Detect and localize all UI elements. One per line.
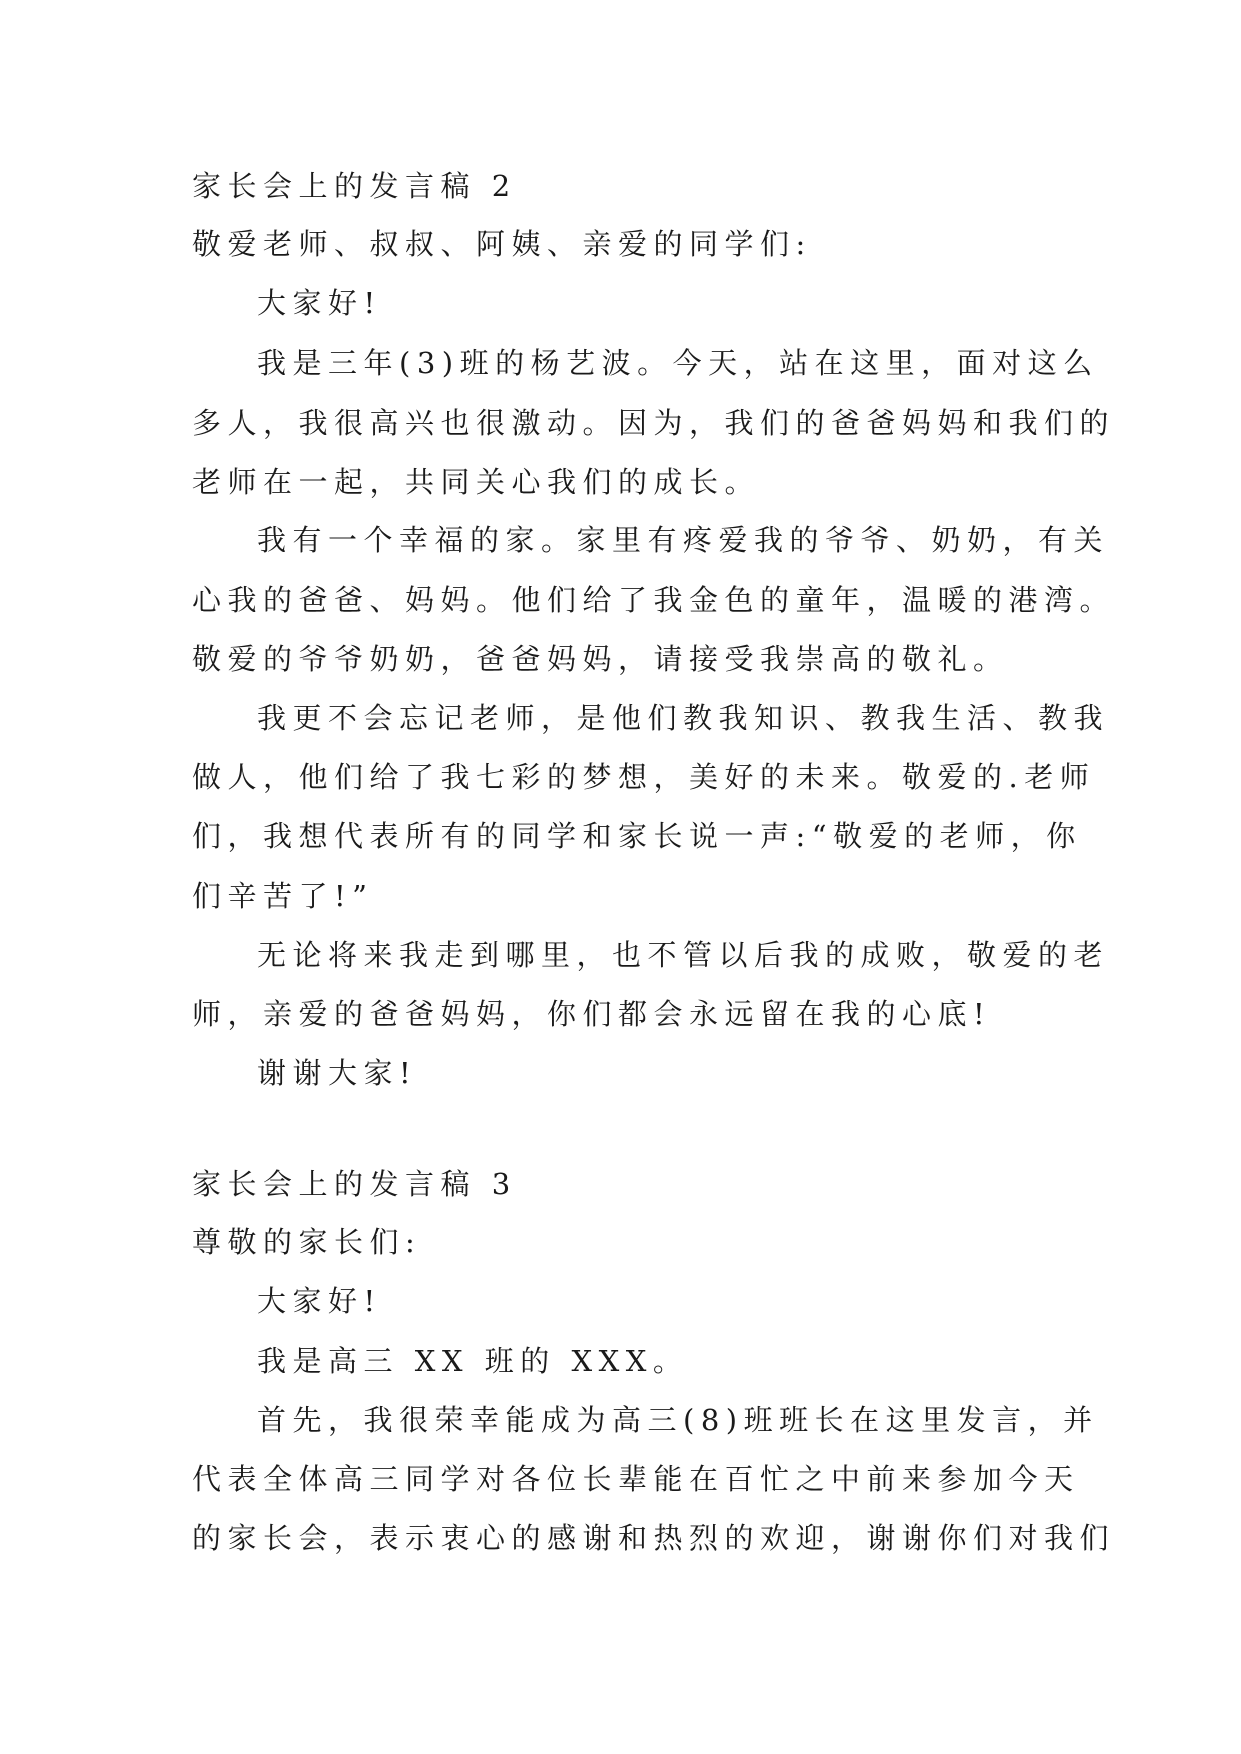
section3-salutation: 尊敬的家长们: — [192, 1225, 422, 1259]
body-line: 我更不会忘记老师，是他们教我知识、教我生活、教我 — [257, 701, 1110, 735]
body-line: 们，我想代表所有的同学和家长说一声:“敬爱的老师，你 — [192, 819, 1082, 853]
section3-title: 家长会上的发言稿 3 — [192, 1167, 517, 1201]
body-line: 师，亲爱的爸爸妈妈，你们都会永远留在我的心底! — [192, 997, 992, 1031]
body-line: 老师在一起，共同关心我们的成长。 — [192, 465, 761, 499]
body-line: 心我的爸爸、妈妈。他们给了我金色的童年，温暖的港湾。 — [192, 583, 1116, 617]
section2-salutation: 敬爱老师、叔叔、阿姨、亲爱的同学们: — [192, 227, 812, 261]
section3-greeting: 大家好! — [257, 1284, 382, 1318]
body-line: 代表全体高三同学对各位长辈能在百忙之中前来参加今天 — [192, 1462, 1080, 1496]
body-line: 首先，我很荣幸能成为高三(8)班班长在这里发言，并 — [257, 1403, 1099, 1437]
body-line: 敬爱的爷爷奶奶，爸爸妈妈，请接受我崇高的敬礼。 — [192, 642, 1009, 676]
body-line: 的家长会，表示衷心的感谢和热烈的欢迎，谢谢你们对我们 — [192, 1521, 1116, 1555]
body-line: 我是三年(3)班的杨艺波。今天，站在这里，面对这么 — [257, 346, 1099, 380]
section2-title: 家长会上的发言稿 2 — [192, 169, 517, 203]
body-line: 们辛苦了!” — [192, 879, 374, 913]
body-line: 多人，我很高兴也很激动。因为，我们的爸爸妈妈和我们的 — [192, 406, 1116, 440]
section2-closing: 谢谢大家! — [257, 1056, 418, 1090]
section2-greeting: 大家好! — [257, 286, 382, 320]
body-line: 我是高三 XX 班的 XXX。 — [257, 1344, 689, 1378]
body-line: 做人，他们给了我七彩的梦想，美好的未来。敬爱的.老师 — [192, 760, 1096, 794]
body-line: 无论将来我走到哪里，也不管以后我的成败，敬爱的老 — [257, 938, 1110, 972]
body-line: 我有一个幸福的家。家里有疼爱我的爷爷、奶奶，有关 — [257, 523, 1110, 557]
